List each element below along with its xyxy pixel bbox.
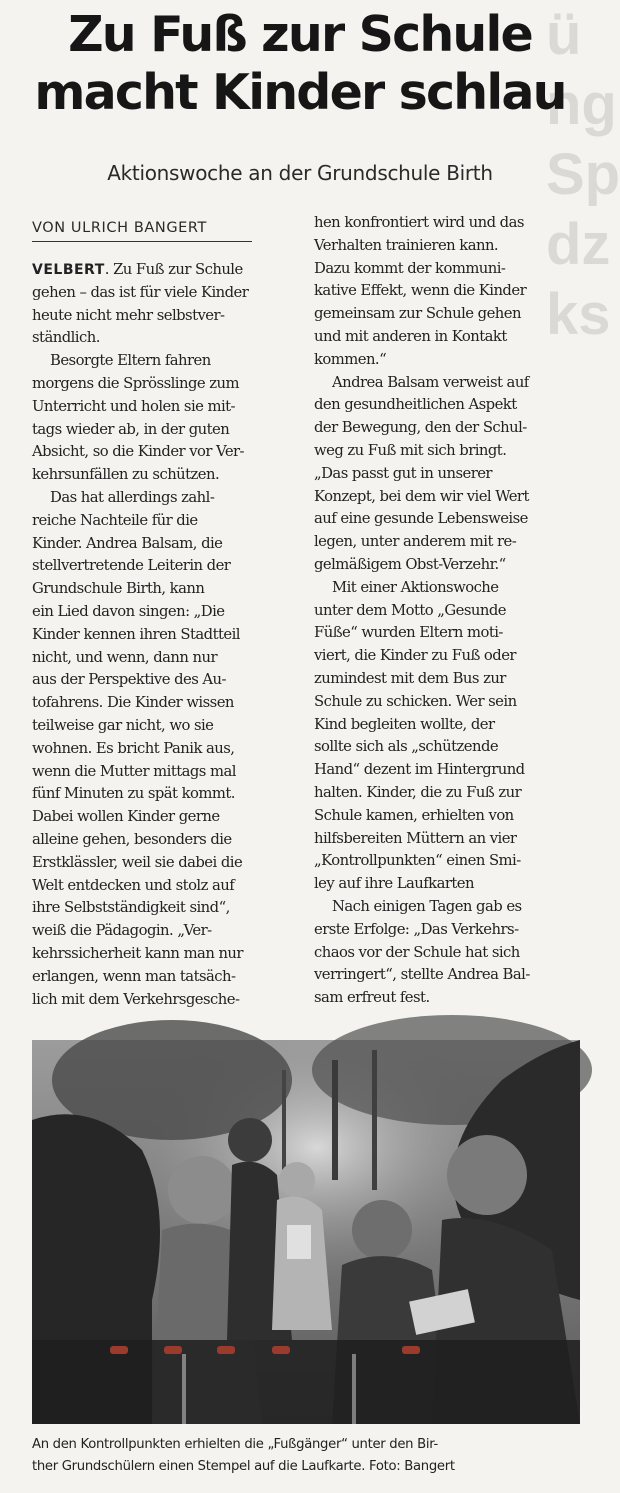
paragraph-1-text: . Zu Fuß zur Schule gehen – das ist für viele Kinder heute nicht mehr selbstver- ständlich. — [32, 261, 249, 347]
headline — [22, 6, 578, 122]
article-column-2 — [314, 212, 586, 1010]
paragraph-4: hen konfrontiert wird und das Verhalten trainieren kann. Dazu kommt der kommuni- kative Effekt, wenn die Kinder gemeinsam zur Schule gehen und mit anderen in Kontakt kommen.“ — [314, 214, 527, 368]
paragraph-3: Das hat allerdings zahl- reiche Nachteile für die Kinder. Andrea Balsam, die stellvertretende Leiterin der Grundschule Birth, kann ein Lied davon singen: „Die Kinder kennen ihren Stadtteil nicht, und wenn, dann nur aus der Perspektive des Au- tofahrens. Die Kinder wissen teilweise gar nicht, wo sie wohnen. Es bricht Panik aus, wenn die Mutter mittags mal fünf Minuten zu spät kommt. Dabei wollen Kinder gerne alleine gehen, besonders die Erstklässler, weil sie dabei die Welt entdecken und stolz auf ihre Selbstständigkeit sind“, weiß die Pädagogin. „Ver- kehrssicherheit kann man nur erlangen, wenn man tatsäch- lich mit dem Verkehrsgesche- — [32, 488, 243, 1008]
bleed-through-text: ü ng Sp dz ks — [546, 2, 620, 347]
paragraph-2: Besorgte Eltern fahren morgens die Sprösslinge zum Unterricht und holen sie mit- tags wieder ab, in der guten Absicht, so die Kinder vor Ver- kehrsunfällen zu schützen. — [32, 352, 244, 484]
article-photo — [32, 1040, 580, 1424]
paragraph-6: Mit einer Aktionswoche unter dem Motto „Gesunde Füße“ wurden Eltern moti- viert, die Kinder zu Fuß oder zumindest mit dem Bus zur Schule zu schicken. Wer sein Kind begleiten wollte, der sollte sich als „schützende Hand“ dezent im Hintergrund halten. Kinder, die zu Fuß zur Schule kamen, erhielten von hilfsbereiten Müttern an vier „Kontrollpunkten“ einen Smi- ley auf ihre Laufkarten — [314, 578, 525, 893]
headline-line-2: macht Kinder schlau — [34, 64, 566, 121]
photo-caption: An den Kontrollpunkten erhielten die „Fußgänger“ unter den Bir- ther Grundschülern einen Stempel auf die Laufkarte. Foto: Bangert — [32, 1437, 455, 1474]
article-column-1 — [32, 259, 304, 1011]
paragraph-1 — [32, 259, 304, 350]
dateline: VELBERT — [32, 262, 105, 278]
subheadline: Aktionswoche an der Grundschule Birth — [107, 161, 493, 185]
paragraph-5: Andrea Balsam verweist auf den gesundheitlichen Aspekt der Bewegung, den der Schul- weg zu Fuß mit sich bringt. „Das passt gut in unserer Konzept, bei dem wir viel Wert auf eine gesunde Lebensweise legen, unter anderem mit re- gelmäßigem Obst-Verzehr.“ — [314, 373, 529, 573]
headline-line-1: Zu Fuß zur Schule — [68, 6, 532, 63]
paragraph-7: Nach einigen Tagen gab es erste Erfolge: „Das Verkehrs- chaos vor der Schule hat sich verringert“, stellte Andrea Bal- sam erfreut fest. — [314, 897, 530, 1007]
byline: VON ULRICH BANGERT — [32, 220, 252, 242]
photo-illustration — [32, 1040, 580, 1424]
